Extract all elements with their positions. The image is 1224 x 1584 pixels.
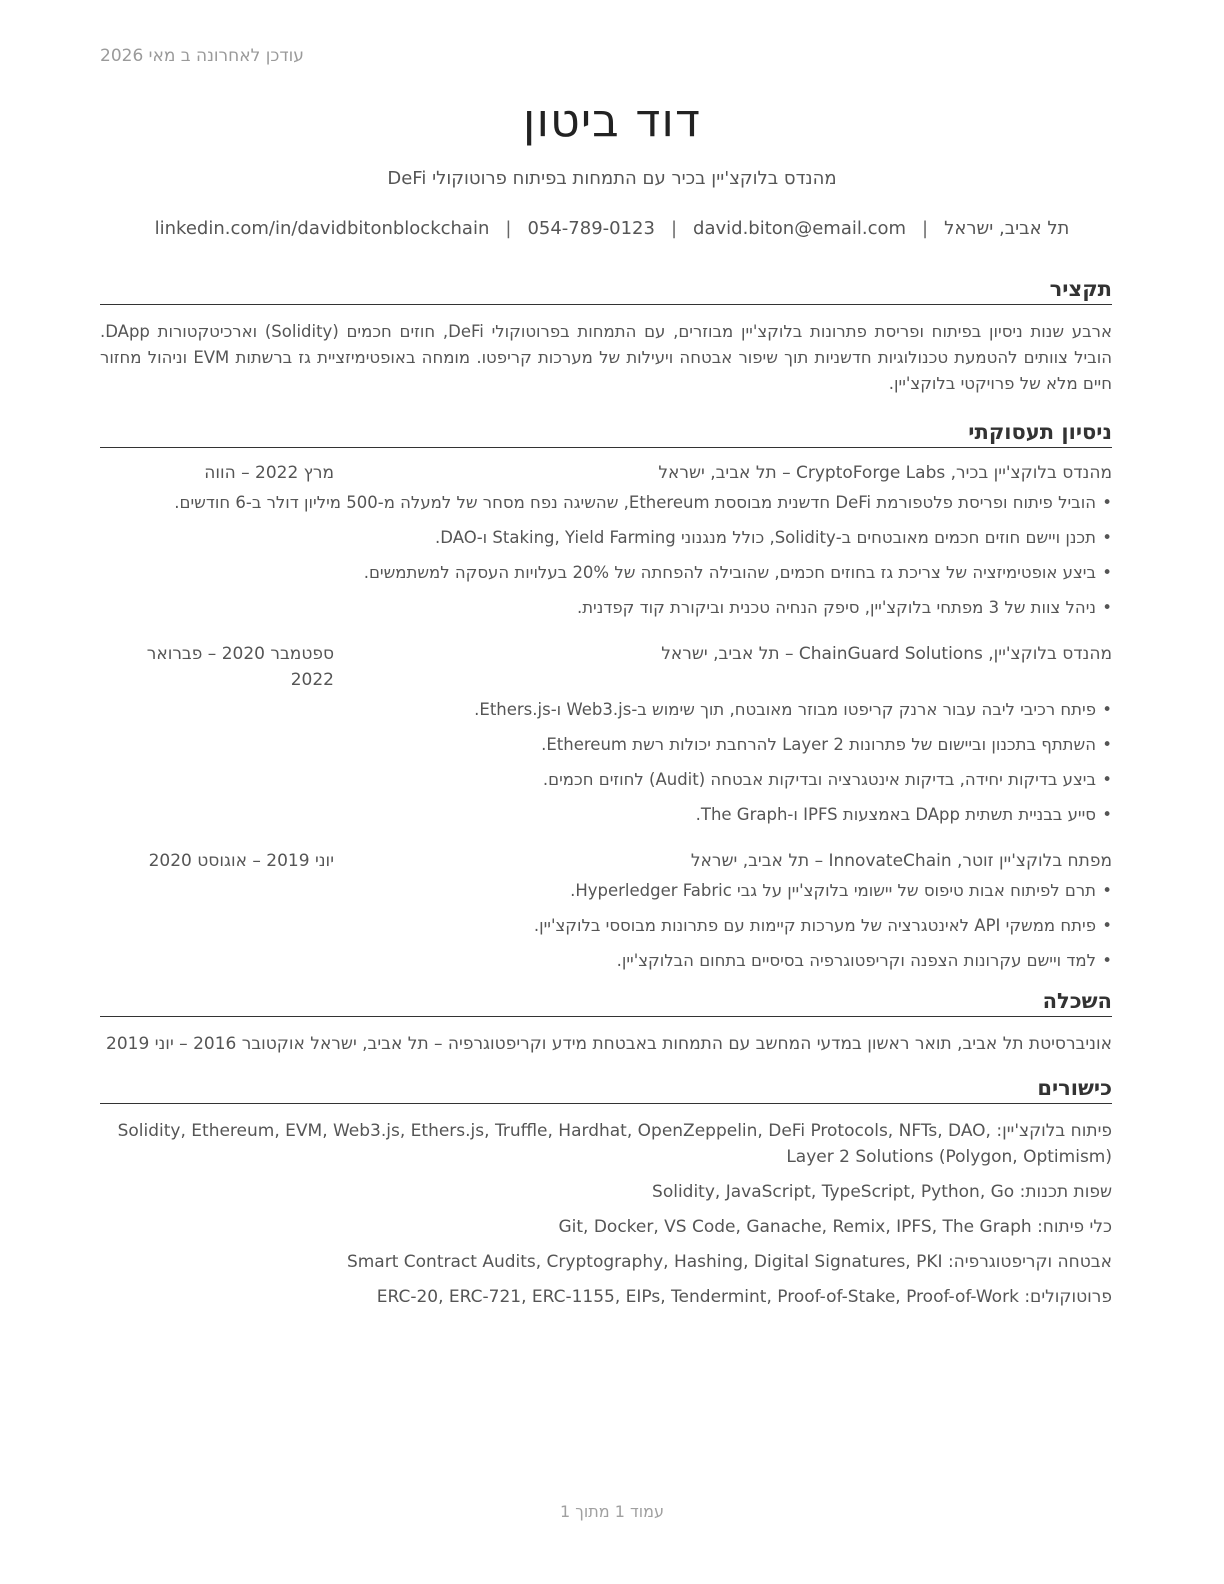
skill-value: Solidity, JavaScript, TypeScript, Python, Go [652,1182,1015,1202]
job-date: ספטמבר 2020 – פברואר 2022 [146,644,334,690]
education-entry [100,1031,1112,1057]
skill-value: ERC-20, ERC-721, ERC-1155, EIPs, Tendermint, Proof-of-Stake, Proof-of-Work [376,1287,1019,1307]
job-bullet: • למד ויישם עקרונות הצפנה וקריפטוגרפיה בסיסיים בתחום הבלוקצ'יין. [100,948,1112,974]
candidate-name: דוד ביטון [522,93,702,147]
skill-row [100,1284,1112,1310]
job-bullet: • פיתח רכיבי ליבה עבור ארנק קריפטו מבוזר מאובטח, תוך שימוש ב-Web3.js ו-Ethers.js. [100,697,1112,723]
job-title: מהנדס בלוקצ'יין בכיר, CryptoForge Labs – תל אביב, ישראל [658,463,1112,483]
job-bullet: • תכנן ויישם חוזים חכמים מאובטחים ב-Solidity, כולל מנגנוני Staking, Yield Farming ו-DAO. [100,525,1112,551]
section-title-education: השכלה [100,988,1112,1017]
job-header [100,641,1112,693]
job-bullets [100,697,1112,828]
contact-linkedin[interactable]: linkedin.com/in/davidbitonblockchain [154,218,490,239]
contact-phone[interactable]: 054-789-0123 [527,218,655,239]
job-bullet: • הוביל פיתוח ופריסת פלטפורמת DeFi חדשנית מבוססת Ethereum, שהשיגה נפח מסחר של למעלה מ-500 מיליון דולר ב-6 חודשים. [100,490,1112,516]
section-title-summary: תקציר [100,276,1112,305]
skill-label: פיתוח בלוקצ'יין: [996,1121,1112,1141]
candidate-tagline: מהנדס בלוקצ'יין בכיר עם התמחות בפיתוח פרוטוקולי DeFi [387,168,837,189]
section-title-experience: ניסיון תעסוקתי [100,419,1112,448]
skills-list [100,1118,1112,1310]
job-entry [100,460,1112,621]
summary-text: ארבע שנות ניסיון בפיתוח ופריסת פתרונות בלוקצ'יין מבוזרים, עם התמחות בפרוטוקולי DeFi, חוזים חכמים (Solidity) וארכיטקטורות DApp. הוביל צוותים להטמעת טכנולוגיות חדשניות תוך שיפור אבטחה ויעילות של מערכות קריפטו. מומחה באופטימיזציית גז ברשתות EVM וניהול מחזור חיים מלא של פרויקטי בלוקצ'יין. [100,322,1113,393]
skill-row [100,1118,1112,1170]
job-header [100,848,1112,874]
job-bullet: • סייע בבניית תשתית DApp באמצעות IPFS ו-The Graph. [100,802,1112,828]
skill-label: שפות תכנות: [1019,1182,1112,1202]
section-title-skills: כישורים [100,1075,1112,1104]
job-title: מהנדס בלוקצ'יין, ChainGuard Solutions – תל אביב, ישראל [661,644,1112,664]
resume-body [100,276,1112,1319]
resume-header [0,90,1224,242]
job-bullet: • ביצע בדיקות יחידה, בדיקות אינטגרציה ובדיקות אבטחה (Audit) לחוזים חכמים. [100,767,1112,793]
page-number: עמוד 1 מתוך 1 [560,1502,664,1521]
job-bullet: • פיתח ממשקי API לאינטגרציה של מערכות קיימות עם פתרונות מבוססי בלוקצ'יין. [100,913,1112,939]
job-entry [100,848,1112,974]
contact-separator: | [922,218,929,239]
education-text: אוניברסיטת תל אביב, תואר ראשון במדעי המחשב עם התמחות באבטחת מידע וקריפטוגרפיה – תל אביב, ישראל [310,1034,1112,1054]
job-header [100,460,1112,486]
skill-row [100,1249,1112,1275]
job-date: מרץ 2022 – הווה [204,463,334,483]
skill-value: Git, Docker, VS Code, Ganache, Remix, IPFS, The Graph [558,1217,1032,1237]
contact-separator: | [505,218,512,239]
skill-label: פרוטוקולים: [1024,1287,1112,1307]
job-bullet: • השתתף בתכנון וביישום של פתרונות Layer 2 להרחבת יכולות רשת Ethereum. [100,732,1112,758]
skill-value: Smart Contract Audits, Cryptography, Hashing, Digital Signatures, PKI [346,1252,943,1272]
skill-label: אבטחה וקריפטוגרפיה: [947,1252,1112,1272]
job-entry [100,641,1112,828]
skill-row [100,1179,1112,1205]
job-bullet: • ניהל צוות של 3 מפתחי בלוקצ'יין, סיפק הנחיה טכנית וביקורת קוד קפדנית. [100,595,1112,621]
last-updated-note: עודכן לאחרונה ב מאי 2026 [100,46,304,66]
job-bullets [100,878,1112,974]
skill-row [100,1214,1112,1240]
job-date: יוני 2019 – אוגוסט 2020 [148,851,334,871]
education-date: אוקטובר 2016 – יוני 2019 [106,1034,305,1054]
skill-label: כלי פיתוח: [1037,1217,1112,1237]
job-bullet: • תרם לפיתוח אבות טיפוס של יישומי בלוקצ'יין על גבי Hyperledger Fabric. [100,878,1112,904]
job-title: מפתח בלוקצ'יין זוטר, InnovateChain – תל אביב, ישראל [690,851,1112,871]
contact-separator: | [670,218,678,239]
skill-value: Solidity, Ethereum, EVM, Web3.js, Ethers.js, Truffle, Hardhat, OpenZeppelin, DeFi Protocols, NFTs, DAO, Layer 2 Solutions (Polygon, Optimism) [117,1121,1112,1167]
contact-location: תל אביב, ישראל [944,218,1070,239]
job-bullet: • ביצע אופטימיזציה של צריכת גז בחוזים חכמים, שהובילה להפחתה של 20% בעלויות העסקה למשתמשים. [100,560,1112,586]
contact-email[interactable]: david.biton@email.com [693,218,907,239]
job-bullets [100,490,1112,621]
contact-line [0,216,1224,242]
